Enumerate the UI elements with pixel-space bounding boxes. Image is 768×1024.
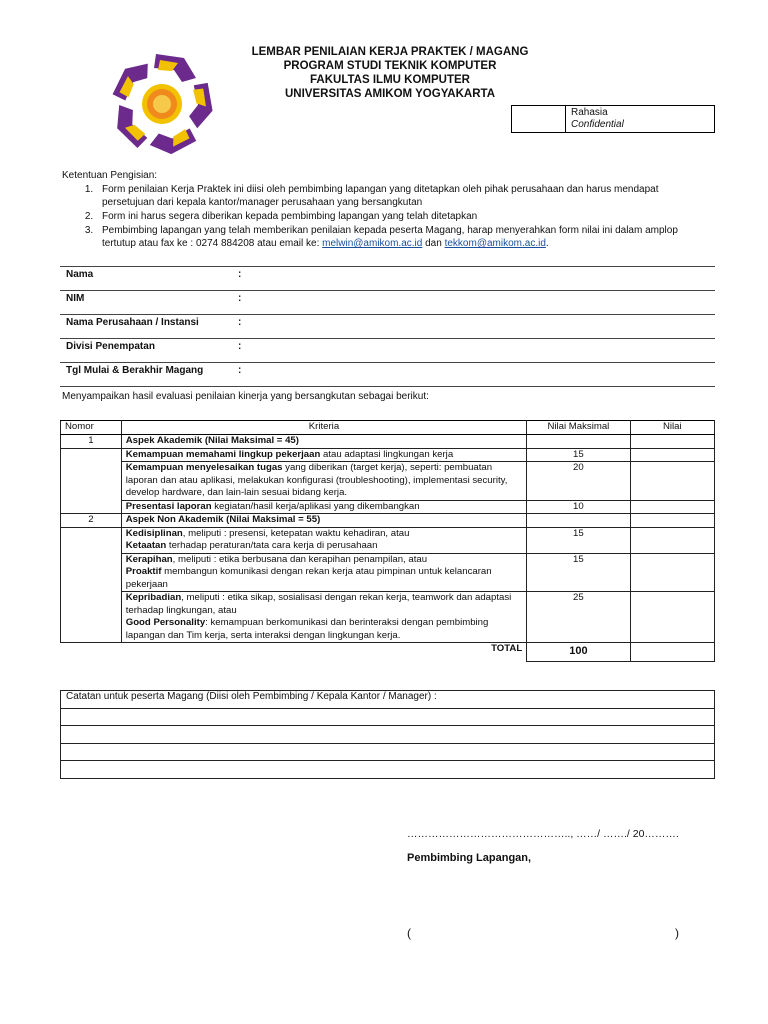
total-max-cell [527,643,630,662]
notes-input-line[interactable] [61,761,715,779]
criteria-desc: terhadap peraturan/tata cara kerja di perusahaan [166,540,378,551]
criteria-text [121,448,526,462]
header-faculty: FAKULTAS ILMU KOMPUTER [310,74,470,86]
field-colon: : [238,267,250,291]
criteria-bold: Kerapihan [125,553,173,565]
identity-table [60,266,715,387]
header-university: UNIVERSITAS AMIKOM YOGYAKARTA [285,88,495,100]
evaluation-table [60,420,715,662]
signature-open-paren: ( [407,926,411,940]
criteria-max: 20 [527,462,630,501]
field-label-divisi: Divisi Penempatan [60,339,238,363]
section-score-cell [630,514,714,528]
section-title [121,514,526,528]
section-title [121,435,526,449]
field-value-nama[interactable] [250,267,715,291]
score-input[interactable] [630,500,714,514]
criteria-row [61,462,715,501]
total-row [61,643,715,662]
criteria-max: 25 [527,592,630,643]
section-number: 1 [61,435,122,449]
section-title-text: Aspek Non Akademik (Nilai Maksimal = 55) [125,514,321,525]
header-program: PROGRAM STUDI TEKNIK KOMPUTER [283,60,497,72]
email-link-tekkom[interactable]: tekkom@amikom.ac.id [444,238,546,249]
criteria-bold: Presentasi laporan [125,500,212,512]
header-kriteria: Kriteria [121,421,526,435]
criteria-text [121,462,526,501]
document-header [230,45,550,101]
criteria-desc: yang diberikan (target kerja), seperti: pembuatan laporan dan atau aplikasi, melakukan konfigurasi (troubleshooting), implementasi security, develop hardware, dan lain-lain sesuai bidang kerja. [125,462,508,498]
score-input[interactable] [630,448,714,462]
criteria-row [61,553,715,592]
field-colon: : [238,363,250,387]
classification-box [511,105,715,133]
criteria-number-cell [61,448,122,514]
total-label: TOTAL [491,643,523,654]
notes-header-row [61,691,715,709]
header-title: LEMBAR PENILAIAN KERJA PRAKTEK / MAGANG [251,46,529,58]
header-nilai: Nilai [630,421,714,435]
instructions [62,169,712,251]
field-label-perusahaan: Nama Perusahaan / Instansi [60,315,238,339]
criteria-bold: Kepribadian [125,592,182,603]
criteria-desc: , meliputi : etika berbusana dan kerapihan penampilan, atau [172,553,428,565]
section-title-text: Aspek Akademik (Nilai Maksimal = 45) [125,435,299,446]
notes-line [61,708,715,726]
criteria-desc: atau adaptasi lingkungan kerja [320,448,454,460]
criteria-bold: Kemampuan memahami lingkup pekerjaan [125,448,321,460]
field-label-tanggal: Tgl Mulai & Berakhir Magang [60,363,238,387]
instruction-text: . [545,238,549,249]
notes-line [61,726,715,744]
criteria-row [61,448,715,462]
notes-label: Catatan untuk peserta Magang (Diisi oleh Pembimbing / Kepala Kantor / Manager) : [61,691,715,709]
instructions-title: Ketentuan Pengisian: [62,170,158,181]
criteria-desc: membangun komunikasi dengan rekan kerja atau pimpinan untuk kelancaran pekerjaan [125,566,492,590]
criteria-max: 15 [527,553,630,592]
header-nomor: Nomor [61,421,122,435]
total-score-input[interactable] [630,643,714,662]
identity-row-perusahaan [60,315,715,339]
score-input[interactable] [630,592,714,643]
section-row-akademik [61,435,715,449]
criteria-max: 15 [527,448,630,462]
identity-row-tanggal [60,363,715,387]
field-colon: : [238,339,250,363]
notes-table [60,690,715,779]
total-label-cell [61,643,527,662]
email-link-melwin[interactable]: melwin@amikom.ac.id [322,238,423,249]
field-value-nim[interactable] [250,291,715,315]
criteria-text [121,592,526,643]
criteria-bold: Ketaatan [125,540,167,551]
date-line[interactable]: ……………………………………….., ……/ ……./ 20………. [407,828,679,840]
field-colon: : [238,315,250,339]
field-label-nama: Nama [60,267,238,291]
criteria-bold: Good Personality [125,617,206,628]
evaluation-intro: Menyampaikan hasil evaluasi penilaian kinerja yang bersangkutan sebagai berikut: [62,391,429,402]
criteria-bold: Kedisiplinan [125,527,183,539]
criteria-row [61,527,715,553]
criteria-text [121,527,526,553]
total-value: 100 [569,645,588,658]
instruction-item: 1. Form penilaian Kerja Praktek ini diisi oleh pembimbing lapangan yang ditetapkan oleh pihak perusahaan dan harus mendapat persetujuan dari kepala kantor/manager perusahaan yang bersangkutan [96,183,712,209]
signer-title: Pembimbing Lapangan, [407,852,532,864]
notes-line [61,761,715,779]
score-input[interactable] [630,462,714,501]
criteria-row [61,592,715,643]
amikom-logo-icon [108,50,216,158]
section-score-cell [630,435,714,449]
section-row-non-akademik [61,514,715,528]
instruction-text: Pembimbing lapangan yang telah memberikan penilaian kepada peserta Magang, harap menyerahkan form nilai ini dalam amplop tertutup atau fax ke : 0274 884208 atau email ke: [102,225,678,249]
criteria-row [61,500,715,514]
field-value-tanggal[interactable] [250,363,715,387]
field-value-divisi[interactable] [250,339,715,363]
criteria-desc: , meliputi : presensi, ketepatan waktu kehadiran, atau [182,527,410,539]
instruction-text: dan [422,238,445,249]
score-input[interactable] [630,553,714,592]
criteria-max: 10 [527,500,630,514]
instruction-item [96,224,712,250]
criteria-text [121,553,526,592]
criteria-desc: kegiatan/hasil kerja/aplikasi yang dikembangkan [211,500,420,512]
section-max-cell [527,514,630,528]
field-label-nim: NIM [60,291,238,315]
section-number: 2 [61,514,122,528]
classification-label: Rahasia [571,107,608,118]
identity-row-nama [60,267,715,291]
criteria-desc: : kemampuan berkomunikasi dan berinteraksi dengan pembimbing lapangan dan Tim kerja, serta interaksi dengan lingkungan kerja. [125,617,489,641]
field-colon: : [238,291,250,315]
table-header-row [61,421,715,435]
instructions-list [62,183,712,250]
section-max-cell [527,435,630,449]
criteria-number-cell [61,527,122,643]
score-input[interactable] [630,527,714,553]
field-value-perusahaan[interactable] [250,315,715,339]
classification-sublabel: Confidential [571,119,624,130]
criteria-desc: , meliputi : etika sikap, sosialisasi dengan rekan kerja, teamwork dan adaptasi terhadap lingkungan, atau [125,592,512,616]
criteria-max: 15 [527,527,630,553]
signature-close-paren: ) [675,926,679,940]
notes-input-line[interactable] [61,708,715,726]
identity-row-divisi [60,339,715,363]
instruction-item: 2. Form ini harus segera diberikan kepada pembimbing lapangan yang telah ditetapkan [96,210,712,223]
identity-row-nim [60,291,715,315]
header-nilai-maksimal: Nilai Maksimal [527,421,630,435]
classification-blank-cell [512,106,566,132]
criteria-bold: Kemampuan menyelesaikan tugas [125,462,283,473]
notes-input-line[interactable] [61,726,715,744]
notes-input-line[interactable] [61,743,715,761]
notes-line [61,743,715,761]
criteria-text [121,500,526,514]
criteria-bold: Proaktif [125,566,162,577]
